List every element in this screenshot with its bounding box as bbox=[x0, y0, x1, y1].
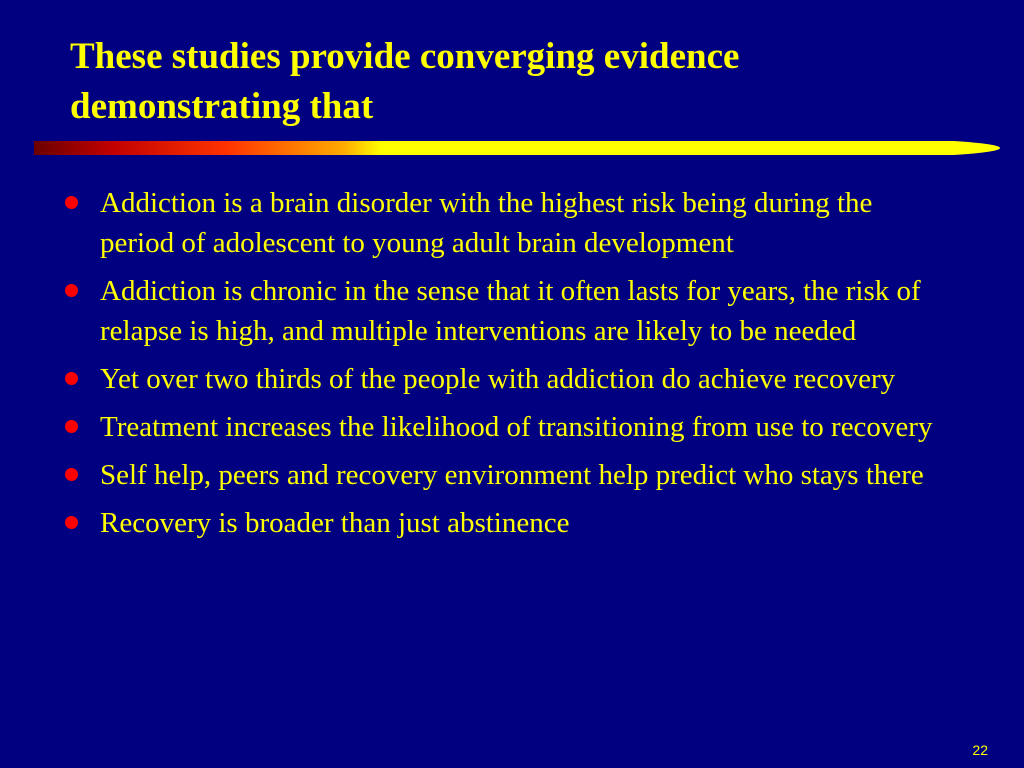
bullet-text: Addiction is a brain disorder with the highest risk being during the period of adolescent to young adult brain development bbox=[100, 187, 873, 259]
bullet-dot-icon bbox=[65, 284, 78, 297]
bullet-dot-icon bbox=[65, 468, 78, 481]
list-item bbox=[62, 407, 942, 447]
list-item bbox=[62, 359, 942, 399]
bullet-dot-icon bbox=[65, 372, 78, 385]
bullet-text: Recovery is broader than just abstinence bbox=[100, 507, 570, 539]
list-item bbox=[62, 183, 942, 263]
bullet-dot-icon bbox=[65, 420, 78, 433]
bullet-text: Treatment increases the likelihood of transitioning from use to recovery bbox=[100, 411, 933, 443]
bullet-text: Yet over two thirds of the people with addiction do achieve recovery bbox=[100, 363, 896, 395]
bullet-dot-icon bbox=[65, 516, 78, 529]
page-number: 22 bbox=[972, 742, 988, 758]
list-item bbox=[62, 271, 942, 351]
bullet-text: Self help, peers and recovery environment help predict who stays there bbox=[100, 459, 924, 491]
bullet-dot-icon bbox=[65, 196, 78, 209]
title-divider bbox=[34, 136, 1000, 160]
bullet-text: Addiction is chronic in the sense that it often lasts for years, the risk of relapse is high, and multiple interventions are likely to be needed bbox=[100, 275, 921, 347]
list-item bbox=[62, 503, 942, 543]
slide-title: These studies provide converging evidence demonstrating that bbox=[70, 36, 740, 127]
list-item bbox=[62, 455, 942, 495]
bullet-list bbox=[62, 183, 942, 551]
